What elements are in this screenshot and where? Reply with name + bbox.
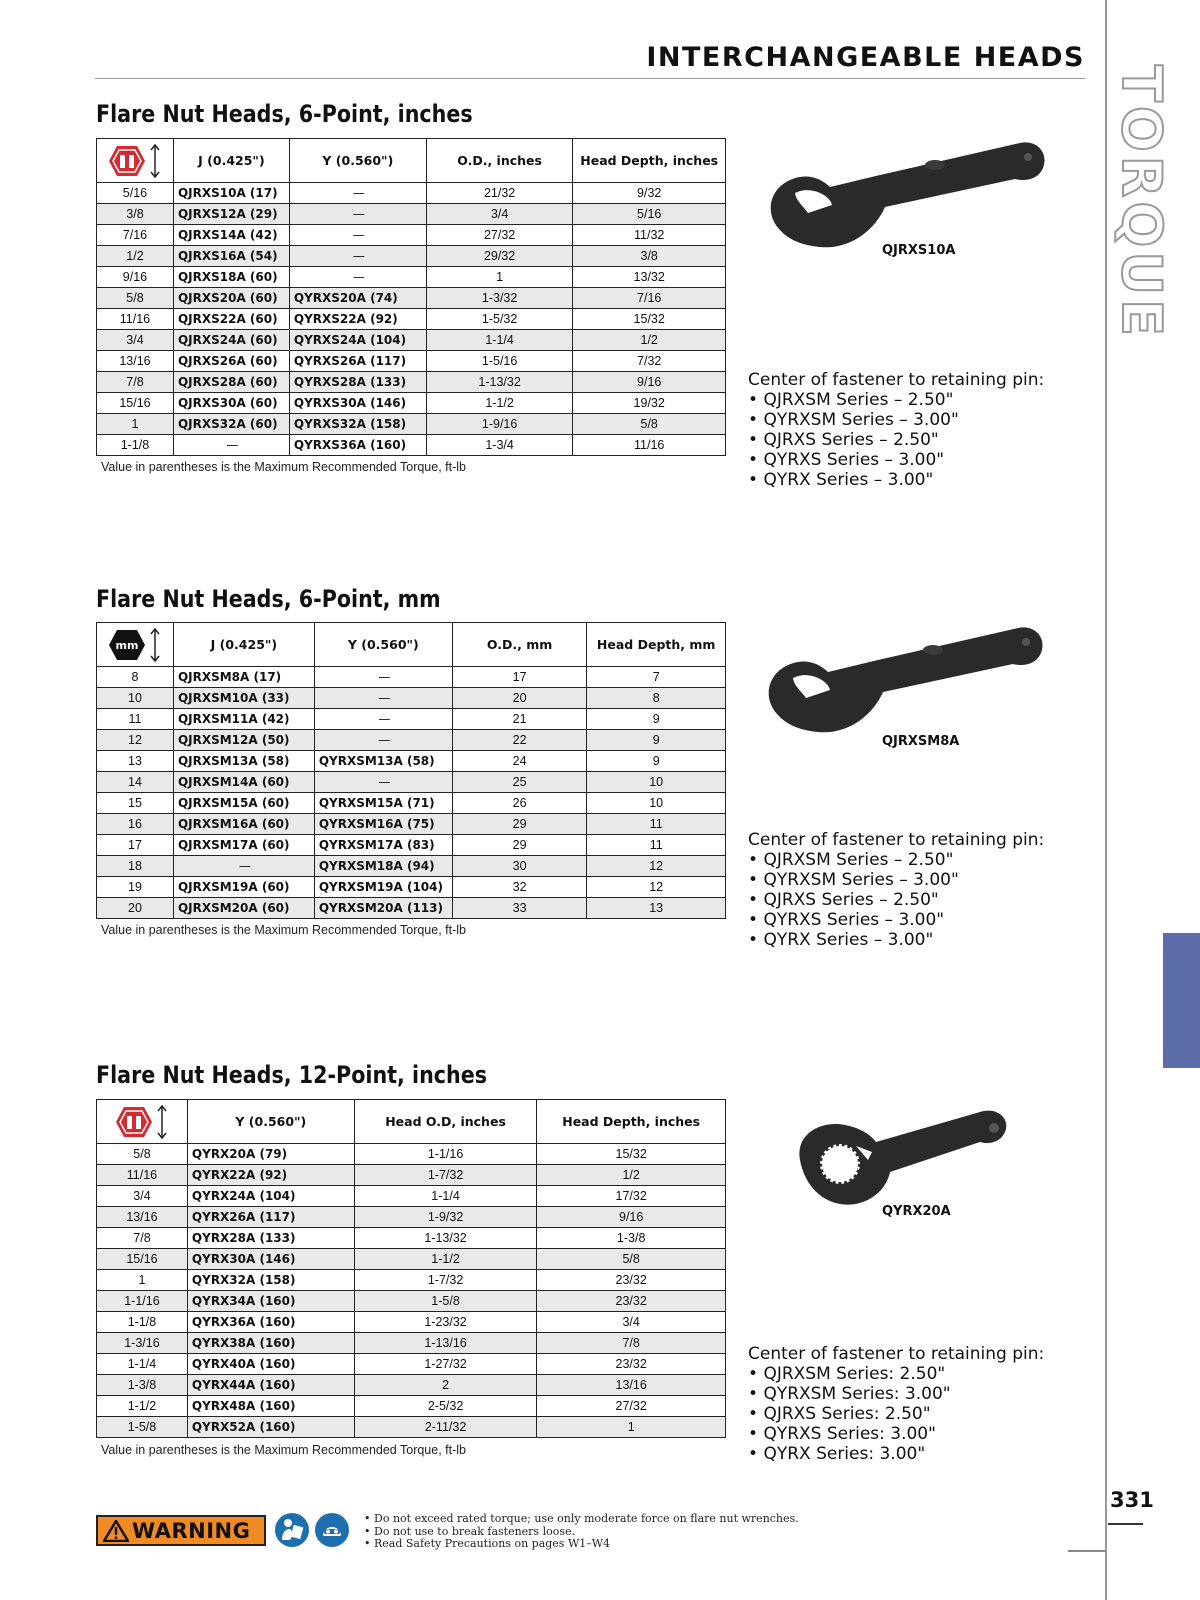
column-header: Head Depth, mm [587, 623, 726, 667]
table-cell: 15/32 [573, 309, 726, 330]
column-header: O.D., mm [452, 623, 587, 667]
table-cell: QYRX52A (160) [187, 1417, 354, 1438]
retaining-pin-info [748, 370, 1044, 490]
table-cell: 11 [587, 814, 726, 835]
table-cell: QJRXS22A (60) [173, 309, 289, 330]
table-cell: 1-3/8 [537, 1228, 726, 1249]
table-cell: 11/32 [573, 225, 726, 246]
column-header: Head Depth, inches [537, 1100, 726, 1144]
table-cell: 9/32 [573, 183, 726, 204]
table-row [97, 309, 726, 330]
table-cell: 1-7/32 [354, 1165, 537, 1186]
table-cell: — [314, 709, 452, 730]
pin-list [748, 850, 1044, 950]
table-cell: QYRXSM18A (94) [314, 856, 452, 877]
table-row [97, 393, 726, 414]
column-header: O.D., inches [426, 139, 573, 183]
table-cell: 2-11/32 [354, 1417, 537, 1438]
table-row [97, 288, 726, 309]
table-row [97, 1249, 726, 1270]
size-cell: 1-3/8 [97, 1375, 188, 1396]
table-cell: QYRXSM13A (58) [314, 751, 452, 772]
table-row [97, 330, 726, 351]
size-cell: 1-1/8 [97, 435, 174, 456]
table-cell: QYRXSM19A (104) [314, 877, 452, 898]
warning-item: • Do not use to break fasteners loose. [364, 1526, 799, 1539]
pin-item: • QYRXS Series: 3.00" [748, 1424, 1044, 1444]
table-cell: 23/32 [537, 1291, 726, 1312]
pin-item: • QYRX Series: 3.00" [748, 1444, 1044, 1464]
size-cell: 12 [97, 730, 174, 751]
safety-glasses-icon [314, 1512, 350, 1548]
pin-item: • QYRXSM Series: 3.00" [748, 1384, 1044, 1404]
pin-item: • QJRXS Series: 2.50" [748, 1404, 1044, 1424]
table-cell: QJRXSM12A (50) [173, 730, 314, 751]
column-header: Y (0.560") [187, 1100, 354, 1144]
table-cell: QJRXSM11A (42) [173, 709, 314, 730]
table-cell: 1-3/32 [426, 288, 573, 309]
table-cell: 7/8 [537, 1333, 726, 1354]
table-cell: QJRXS14A (42) [173, 225, 289, 246]
table-cell: 17 [452, 667, 587, 688]
table-row [97, 877, 726, 898]
table-cell: 1-1/4 [354, 1186, 537, 1207]
page-header-title: INTERCHANGEABLE HEADS [646, 42, 1085, 73]
pin-item: • QYRXSM Series – 3.00" [748, 410, 1044, 430]
column-header: Head Depth, inches [573, 139, 726, 183]
table-cell: QJRXS30A (60) [173, 393, 289, 414]
table-row [97, 372, 726, 393]
size-cell: 10 [97, 688, 174, 709]
table-row [97, 856, 726, 877]
size-cell: 7/8 [97, 372, 174, 393]
pin-item: • QYRX Series – 3.00" [748, 470, 1044, 490]
warning-badge [96, 1515, 266, 1546]
table-cell: 1-1/16 [354, 1144, 537, 1165]
pin-item: • QJRXSM Series: 2.50" [748, 1364, 1044, 1384]
table-cell: QJRXS24A (60) [173, 330, 289, 351]
size-cell: 11/16 [97, 309, 174, 330]
table-cell: QYRX40A (160) [187, 1354, 354, 1375]
table-cell: 13 [587, 898, 726, 919]
table-cell: QYRXS30A (146) [289, 393, 426, 414]
size-cell: 1 [97, 414, 174, 435]
column-header: Y (0.560") [314, 623, 452, 667]
warning-label: WARNING [132, 1518, 251, 1543]
table-cell: QYRX36A (160) [187, 1312, 354, 1333]
twelve-point-head-image [790, 1100, 1030, 1210]
table-cell: QYRX32A (158) [187, 1270, 354, 1291]
table-cell: 1-1/2 [426, 393, 573, 414]
spec-table [96, 138, 726, 456]
table-cell: QJRXS26A (60) [173, 351, 289, 372]
table-cell: 20 [452, 688, 587, 709]
table-cell: 11 [587, 835, 726, 856]
pin-item: • QYRXS Series – 3.00" [748, 450, 1044, 470]
column-header: J (0.425") [173, 139, 289, 183]
table-cell: 29/32 [426, 246, 573, 267]
table-cell: — [289, 204, 426, 225]
table-cell: QYRXS36A (160) [289, 435, 426, 456]
table-row [97, 1144, 726, 1165]
table-cell: QYRX34A (160) [187, 1291, 354, 1312]
table-cell: 25 [452, 772, 587, 793]
side-tab [1105, 65, 1173, 415]
table-row [97, 1186, 726, 1207]
table-cell: 10 [587, 793, 726, 814]
warning-list [364, 1513, 799, 1551]
size-cell: 8 [97, 667, 174, 688]
table-cell: — [289, 225, 426, 246]
image-label: QYRX20A [882, 1204, 951, 1219]
table-cell: 29 [452, 835, 587, 856]
table-body [97, 183, 726, 456]
warning-item: • Do not exceed rated torque; use only moderate force on flare nut wrenches. [364, 1513, 799, 1526]
table-cell: 1-13/32 [354, 1228, 537, 1249]
table-cell: QYRX48A (160) [187, 1396, 354, 1417]
table-row [97, 1312, 726, 1333]
size-cell: 1-1/4 [97, 1354, 188, 1375]
table-cell: QYRXSM17A (83) [314, 835, 452, 856]
table-cell: 32 [452, 877, 587, 898]
table-cell: QYRX22A (92) [187, 1165, 354, 1186]
table-cell: 1/2 [537, 1165, 726, 1186]
table-cell: 1-1/4 [426, 330, 573, 351]
size-cell: 11/16 [97, 1165, 188, 1186]
table-cell: 10 [587, 772, 726, 793]
corner-rule [1068, 1550, 1106, 1552]
size-cell: 1-1/8 [97, 1312, 188, 1333]
table-row [97, 1354, 726, 1375]
table-cell: QYRXSM15A (71) [314, 793, 452, 814]
pin-heading: Center of fastener to retaining pin: [748, 830, 1045, 850]
table-cell: 33 [452, 898, 587, 919]
table-cell: 5/8 [537, 1249, 726, 1270]
column-header: J (0.425") [173, 623, 314, 667]
table-cell: QYRX44A (160) [187, 1375, 354, 1396]
table-cell: 3/8 [573, 246, 726, 267]
table-cell: 1-7/32 [354, 1270, 537, 1291]
table-cell: 1-3/4 [426, 435, 573, 456]
table-row [97, 835, 726, 856]
size-cell: 13 [97, 751, 174, 772]
size-cell: 5/8 [97, 1144, 188, 1165]
table-cell: QYRX20A (79) [187, 1144, 354, 1165]
table-cell: 1/2 [573, 330, 726, 351]
table-cell: 1-5/32 [426, 309, 573, 330]
table-cell: — [314, 667, 452, 688]
table-cell: 26 [452, 793, 587, 814]
size-cell: 14 [97, 772, 174, 793]
table-cell: QJRXSM16A (60) [173, 814, 314, 835]
torque-note: Value in parentheses is the Maximum Recommended Torque, ft-lb [101, 460, 466, 474]
table-cell: QJRXSM17A (60) [173, 835, 314, 856]
table-row [97, 688, 726, 709]
warning-triangle-icon [103, 1520, 129, 1542]
table-cell: 1-9/32 [354, 1207, 537, 1228]
pin-list [748, 390, 1044, 490]
table-cell: 1-5/16 [426, 351, 573, 372]
hex-inch-icon [97, 1100, 188, 1144]
table-cell: — [289, 267, 426, 288]
size-cell: 1-5/8 [97, 1417, 188, 1438]
table-cell: 1-1/2 [354, 1249, 537, 1270]
table-cell: 9/16 [537, 1207, 726, 1228]
table-cell: 1 [537, 1417, 726, 1438]
table-cell: QJRXSM15A (60) [173, 793, 314, 814]
table-cell: 21 [452, 709, 587, 730]
table-cell: QJRXSM14A (60) [173, 772, 314, 793]
table-body [97, 1144, 726, 1438]
image-label: QJRXS10A [882, 243, 956, 258]
table-cell: 1-23/32 [354, 1312, 537, 1333]
table-cell: QJRXSM13A (58) [173, 751, 314, 772]
table-row [97, 1333, 726, 1354]
table-row [97, 1291, 726, 1312]
size-cell: 9/16 [97, 267, 174, 288]
size-cell: 13/16 [97, 1207, 188, 1228]
pin-heading: Center of fastener to retaining pin: [748, 1344, 1045, 1364]
table-cell: — [173, 856, 314, 877]
table-cell: QYRX28A (133) [187, 1228, 354, 1249]
table-cell: 12 [587, 856, 726, 877]
table-row [97, 414, 726, 435]
side-tab-label: TORQUE [1110, 65, 1173, 340]
pin-list [748, 1364, 1044, 1464]
table-row [97, 898, 726, 919]
pin-item: • QJRXS Series – 2.50" [748, 430, 1044, 450]
table-cell: 17/32 [537, 1186, 726, 1207]
table-cell: — [173, 435, 289, 456]
table-cell: 23/32 [537, 1270, 726, 1291]
table-row [97, 267, 726, 288]
size-cell: 1 [97, 1270, 188, 1291]
size-cell: 15/16 [97, 393, 174, 414]
table-cell: 7/16 [573, 288, 726, 309]
retaining-pin-info [748, 830, 1044, 950]
page-number-rule [1108, 1523, 1143, 1525]
table-cell: QYRX30A (146) [187, 1249, 354, 1270]
size-cell: 7/8 [97, 1228, 188, 1249]
table-row [97, 1207, 726, 1228]
table-cell: QJRXS16A (54) [173, 246, 289, 267]
table-cell: 9 [587, 751, 726, 772]
torque-note: Value in parentheses is the Maximum Recommended Torque, ft-lb [101, 1443, 466, 1457]
table-cell: 19/32 [573, 393, 726, 414]
hex-inch-icon [97, 139, 174, 183]
table-cell: QJRXSM10A (33) [173, 688, 314, 709]
table-row [97, 814, 726, 835]
size-cell: 13/16 [97, 351, 174, 372]
image-label: QJRXSM8A [882, 734, 960, 749]
table-cell: 23/32 [537, 1354, 726, 1375]
size-cell: 19 [97, 877, 174, 898]
table-cell: QJRXS20A (60) [173, 288, 289, 309]
table-cell: 7 [587, 667, 726, 688]
table-cell: 9 [587, 730, 726, 751]
table-cell: 27/32 [537, 1396, 726, 1417]
warning-item: • Read Safety Precautions on pages W1–W4 [364, 1538, 799, 1551]
table-row [97, 1396, 726, 1417]
table-cell: QYRXS20A (74) [289, 288, 426, 309]
table-cell: 22 [452, 730, 587, 751]
table-cell: QJRXS10A (17) [173, 183, 289, 204]
table-cell: 1-9/16 [426, 414, 573, 435]
table-row [97, 1417, 726, 1438]
table-row [97, 183, 726, 204]
table-cell: 2-5/32 [354, 1396, 537, 1417]
retaining-pin-info [748, 1344, 1044, 1464]
table-cell: 7/32 [573, 351, 726, 372]
size-cell: 1/2 [97, 246, 174, 267]
table-row [97, 204, 726, 225]
table-cell: 29 [452, 814, 587, 835]
table-row [97, 1375, 726, 1396]
page-number: 331 [1110, 1488, 1154, 1512]
table-body [97, 667, 726, 919]
table-cell: 30 [452, 856, 587, 877]
table-row [97, 772, 726, 793]
hex-mm-icon [97, 623, 174, 667]
table-cell: QJRXS28A (60) [173, 372, 289, 393]
table-row [97, 751, 726, 772]
pin-item: • QYRXS Series – 3.00" [748, 910, 1044, 930]
table-cell: QYRX38A (160) [187, 1333, 354, 1354]
size-cell: 3/8 [97, 204, 174, 225]
table-cell: 5/8 [573, 414, 726, 435]
table-cell: QJRXS32A (60) [173, 414, 289, 435]
table-cell: 9/16 [573, 372, 726, 393]
table-cell: 21/32 [426, 183, 573, 204]
table-cell: QJRXSM19A (60) [173, 877, 314, 898]
size-cell: 16 [97, 814, 174, 835]
table-cell: QYRX26A (117) [187, 1207, 354, 1228]
table-row [97, 730, 726, 751]
table-cell: 24 [452, 751, 587, 772]
read-manual-icon [274, 1512, 310, 1548]
table-cell: QYRX24A (104) [187, 1186, 354, 1207]
table-row [97, 1270, 726, 1291]
table-cell: 13/32 [573, 267, 726, 288]
torque-note: Value in parentheses is the Maximum Recommended Torque, ft-lb [101, 923, 466, 937]
size-cell: 18 [97, 856, 174, 877]
table-row [97, 225, 726, 246]
table-cell: — [314, 730, 452, 751]
table-cell: 1-13/32 [426, 372, 573, 393]
table-row [97, 435, 726, 456]
table-row [97, 1165, 726, 1186]
table-cell: 13/16 [537, 1375, 726, 1396]
table-row [97, 351, 726, 372]
size-cell: 1-1/16 [97, 1291, 188, 1312]
section-title: Flare Nut Heads, 6-Point, mm [96, 585, 441, 613]
table-cell: 5/16 [573, 204, 726, 225]
size-cell: 1-3/16 [97, 1333, 188, 1354]
table-cell: 9 [587, 709, 726, 730]
spec-table [96, 1099, 726, 1438]
table-cell: 12 [587, 877, 726, 898]
size-cell: 15 [97, 793, 174, 814]
table-cell: 11/16 [573, 435, 726, 456]
pin-item: • QJRXS Series – 2.50" [748, 890, 1044, 910]
table-cell: QYRXSM16A (75) [314, 814, 452, 835]
size-cell: 20 [97, 898, 174, 919]
table-cell: 27/32 [426, 225, 573, 246]
table-cell: — [314, 688, 452, 709]
pin-item: • QYRXSM Series – 3.00" [748, 870, 1044, 890]
table-cell: QYRXS32A (158) [289, 414, 426, 435]
table-cell: QYRXS26A (117) [289, 351, 426, 372]
section-color-tab [1163, 933, 1200, 1068]
table-cell: 8 [587, 688, 726, 709]
size-cell: 5/16 [97, 183, 174, 204]
table-cell: QJRXSM20A (60) [173, 898, 314, 919]
header-rule [95, 78, 1085, 79]
size-cell: 11 [97, 709, 174, 730]
column-header: Y (0.560") [289, 139, 426, 183]
table-cell: QJRXS18A (60) [173, 267, 289, 288]
table-cell: QJRXSM8A (17) [173, 667, 314, 688]
spec-table [96, 622, 726, 919]
size-cell: 7/16 [97, 225, 174, 246]
size-cell: 17 [97, 835, 174, 856]
table-cell: 3/4 [537, 1312, 726, 1333]
table-cell: 15/32 [537, 1144, 726, 1165]
table-cell: 1-27/32 [354, 1354, 537, 1375]
table-row [97, 793, 726, 814]
table-cell: QYRXSM20A (113) [314, 898, 452, 919]
size-cell: 15/16 [97, 1249, 188, 1270]
table-cell: 1 [426, 267, 573, 288]
table-cell: — [289, 246, 426, 267]
svg-text:mm: mm [115, 638, 139, 652]
table-cell: QJRXS12A (29) [173, 204, 289, 225]
table-cell: 1-5/8 [354, 1291, 537, 1312]
column-header: Head O.D, inches [354, 1100, 537, 1144]
table-cell: QYRXS24A (104) [289, 330, 426, 351]
table-cell: 2 [354, 1375, 537, 1396]
table-row [97, 246, 726, 267]
table-row [97, 1228, 726, 1249]
table-cell: 3/4 [426, 204, 573, 225]
table-row [97, 709, 726, 730]
pin-heading: Center of fastener to retaining pin: [748, 370, 1045, 390]
table-row [97, 667, 726, 688]
flare-nut-head-image [758, 620, 1058, 750]
table-cell: QYRXS22A (92) [289, 309, 426, 330]
section-title: Flare Nut Heads, 12-Point, inches [96, 1061, 488, 1089]
table-cell: 1-13/16 [354, 1333, 537, 1354]
pin-item: • QJRXSM Series – 2.50" [748, 390, 1044, 410]
table-cell: QYRXS28A (133) [289, 372, 426, 393]
section-title: Flare Nut Heads, 6-Point, inches [96, 100, 473, 128]
size-cell: 3/4 [97, 1186, 188, 1207]
size-cell: 5/8 [97, 288, 174, 309]
pin-item: • QYRX Series – 3.00" [748, 930, 1044, 950]
size-cell: 3/4 [97, 330, 174, 351]
table-cell: — [314, 772, 452, 793]
table-cell: — [289, 183, 426, 204]
size-cell: 1-1/2 [97, 1396, 188, 1417]
pin-item: • QJRXSM Series – 2.50" [748, 850, 1044, 870]
